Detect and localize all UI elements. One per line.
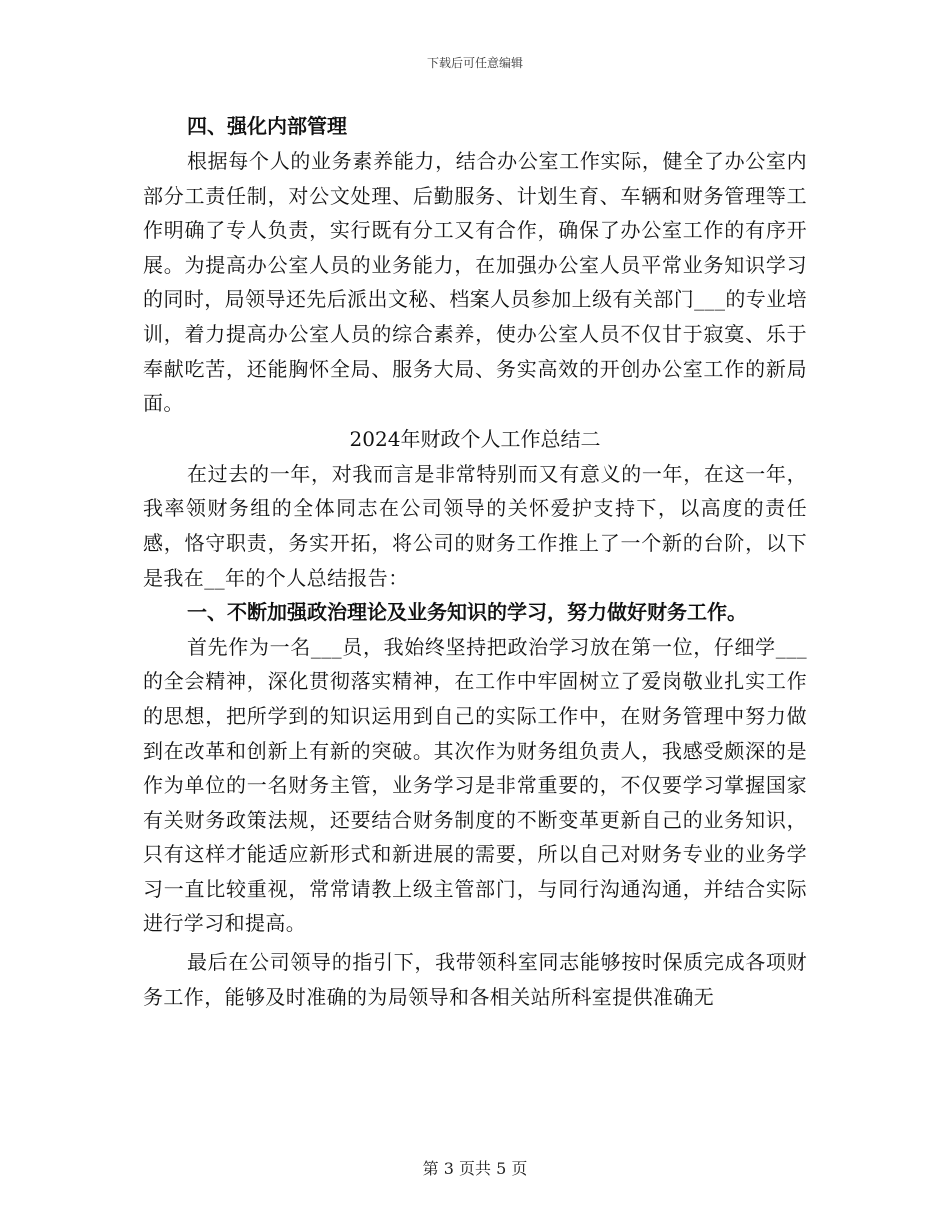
paragraph-study: 首先作为一名___员，我始终坚持把政治学习放在第一位，仔细学___的全会精神，深化贯彻落实精神，在工作中牢固树立了爱岗敬业扎实工作的思想，把所学到的知识运用到自己的实际工作中，在财务管理中努力做到在改革和创新上有新的突破。其次作为财务组负责人，我感受颇深的是作为单位的一名财务主管，业务学习是非常重要的，不仅要学习掌握国家有关财务政策法规，还要结合财务制度的不断变革更新自己的业务知识，只有这样才能适应新形式和新进展的需要，所以自己对财务专业的业务学习一直比较重视，常常请教上级主管部门，与同行沟通沟通，并结合实际进行学习和提高。 [143, 634, 807, 936]
paragraph-intro: 在过去的一年，对我而言是非常特别而又有意义的一年，在这一年，我率领财务组的全体同志在公司领导的关怀爱护支持下，以高度的责任感，恪守职责，务实开拓，将公司的财务工作推上了一个新的台阶，以下是我在__年的个人总结报告： [143, 461, 807, 590]
paragraph-internal-management: 根据每个人的业务素养能力，结合办公室工作实际，健全了办公室内部分工责任制，对公文处理、后勤服务、计划生育、车辆和财务管理等工作明确了专人负责，实行既有分工又有合作，确保了办公室工作的有序开展。为提高办公室人员的业务能力，在加强办公室人员平常业务知识学习的同时，局领导还先后派出文秘、档案人员参加上级有关部门___的专业培训，着力提高办公室人员的综合素养，使办公室人员不仅甘于寂寞、乐于奉献吃苦，还能胸怀全局、服务大局、务实高效的开创办公室工作的新局面。 [143, 149, 807, 416]
document-body [143, 108, 807, 1014]
page-number-footer: 第 3 页共 5 页 [422, 1159, 528, 1178]
section-heading-internal-management: 四、强化内部管理 [187, 114, 347, 138]
header-note: 下载后可任意编辑 [426, 56, 523, 70]
subheading-study: 一、不断加强政治理论及业务知识的学习，努力做好财务工作。 [187, 600, 747, 625]
document-title-part-two: 2024年财政个人工作总结二 [349, 426, 601, 451]
paragraph-finally: 最后在公司领导的指引下，我带领科室同志能够按时保质完成各项财务工作，能够及时准确的为局领导和各相关站所科室提供准确无 [143, 950, 807, 1009]
